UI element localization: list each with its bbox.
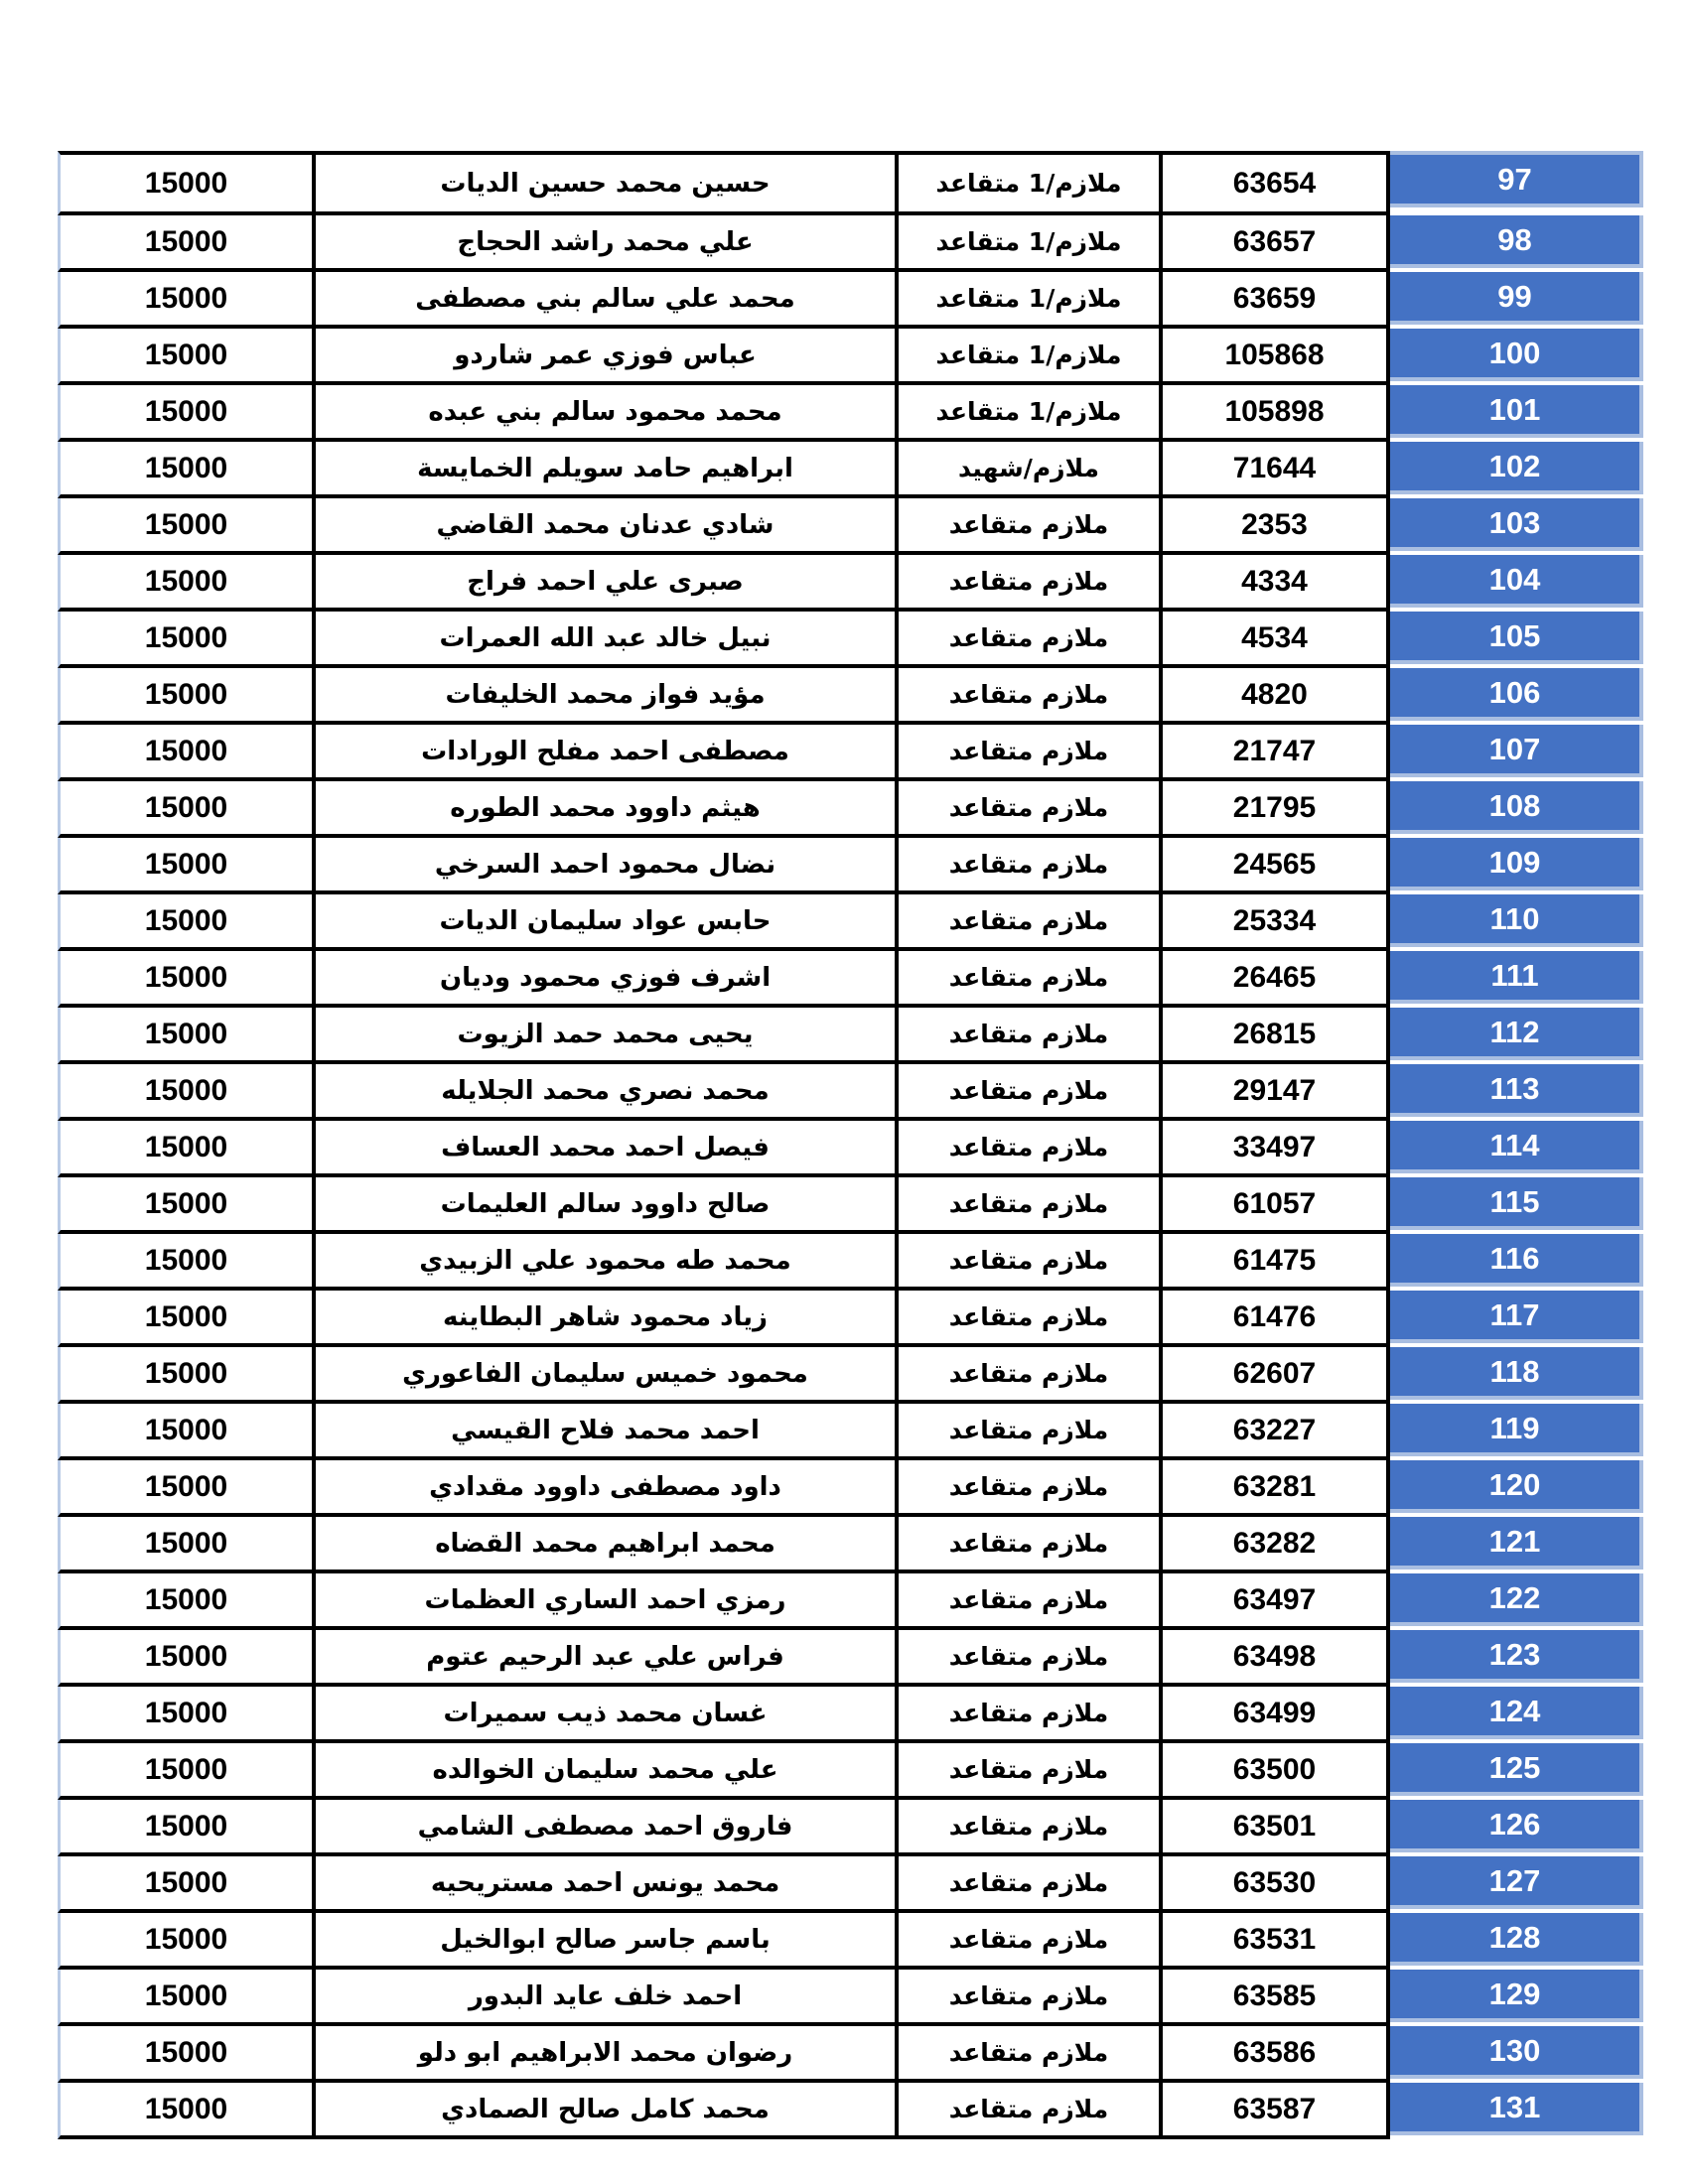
table-row [58, 1630, 1643, 1687]
row-grid-section [58, 329, 1390, 385]
military-number-cell: 71644 [1163, 442, 1390, 494]
military-number-cell: 26815 [1163, 1008, 1390, 1060]
row-grid-section [58, 1573, 1390, 1630]
amount-cell: 15000 [61, 1913, 316, 1966]
table-row [58, 151, 1643, 215]
amount-cell: 15000 [61, 272, 316, 325]
row-index-cell: 106 [1390, 668, 1643, 721]
rank-cell: ملازم متقاعد [899, 838, 1163, 890]
rank-cell: ملازم متقاعد [899, 1970, 1163, 2022]
military-number-cell: 2353 [1163, 498, 1390, 551]
name-cell: محمد طه محمود علي الزبيدي [316, 1234, 899, 1287]
row-index-cell: 108 [1390, 781, 1643, 834]
rank-cell: ملازم متقاعد [899, 1177, 1163, 1230]
table-row [58, 725, 1643, 781]
military-number-cell: 21795 [1163, 781, 1390, 834]
row-grid-section [58, 1121, 1390, 1177]
rank-cell: ملازم متقاعد [899, 2083, 1163, 2135]
row-grid-section [58, 1064, 1390, 1121]
name-cell: حسين محمد حسين الديات [316, 155, 899, 211]
name-cell: حابس عواد سليمان الديات [316, 894, 899, 947]
rank-cell: ملازم متقاعد [899, 1743, 1163, 1796]
amount-cell: 15000 [61, 951, 316, 1004]
row-index-cell: 111 [1390, 951, 1643, 1004]
row-index-cell: 105 [1390, 612, 1643, 664]
military-number-cell: 63501 [1163, 1800, 1390, 1852]
row-index-cell: 100 [1390, 329, 1643, 381]
rank-cell: ملازم متقاعد [899, 1347, 1163, 1400]
row-index-cell: 130 [1390, 2026, 1643, 2079]
row-grid-section [58, 1347, 1390, 1404]
row-grid-section [58, 1630, 1390, 1687]
row-grid-section [58, 2083, 1390, 2139]
row-index-cell: 112 [1390, 1008, 1643, 1060]
name-cell: محمود خميس سليمان الفاعوري [316, 1347, 899, 1400]
name-cell: داود مصطفى داوود مقدادي [316, 1460, 899, 1513]
rank-cell: ملازم متقاعد [899, 1404, 1163, 1456]
table-row [58, 1460, 1643, 1517]
table-row [58, 1687, 1643, 1743]
rank-cell: ملازم متقاعد [899, 1687, 1163, 1739]
row-index-cell: 127 [1390, 1856, 1643, 1909]
table-row [58, 1517, 1643, 1573]
amount-cell: 15000 [61, 1856, 316, 1909]
row-index-cell: 98 [1390, 215, 1643, 268]
row-index-cell: 124 [1390, 1687, 1643, 1739]
table-row [58, 612, 1643, 668]
amount-cell: 15000 [61, 781, 316, 834]
table-row [58, 215, 1643, 272]
rank-cell: ملازم متقاعد [899, 612, 1163, 664]
row-grid-section [58, 951, 1390, 1008]
table-row [58, 1970, 1643, 2026]
rank-cell: ملازم متقاعد [899, 1517, 1163, 1570]
table-row [58, 1404, 1643, 1460]
military-number-cell: 61475 [1163, 1234, 1390, 1287]
military-number-cell: 33497 [1163, 1121, 1390, 1173]
row-grid-section [58, 894, 1390, 951]
amount-cell: 15000 [61, 1291, 316, 1343]
name-cell: صبرى علي احمد فراج [316, 555, 899, 608]
row-grid-section [58, 1234, 1390, 1291]
row-index-cell: 104 [1390, 555, 1643, 608]
rank-cell: ملازم متقاعد [899, 1008, 1163, 1060]
table-row [58, 1177, 1643, 1234]
name-cell: محمد محمود سالم بني عبده [316, 385, 899, 438]
name-cell: مؤيد فواز محمد الخليفات [316, 668, 899, 721]
name-cell: مصطفى احمد مفلح الورادات [316, 725, 899, 777]
amount-cell: 15000 [61, 1008, 316, 1060]
amount-cell: 15000 [61, 1970, 316, 2022]
amount-cell: 15000 [61, 1743, 316, 1796]
row-grid-section [58, 1970, 1390, 2026]
table-row [58, 1800, 1643, 1856]
military-number-cell: 63531 [1163, 1913, 1390, 1966]
roster-table [58, 151, 1643, 2139]
row-grid-section [58, 725, 1390, 781]
military-number-cell: 63586 [1163, 2026, 1390, 2079]
row-grid-section [58, 1008, 1390, 1064]
military-number-cell: 63227 [1163, 1404, 1390, 1456]
name-cell: فيصل احمد محمد العساف [316, 1121, 899, 1173]
row-grid-section [58, 612, 1390, 668]
row-index-cell: 113 [1390, 1064, 1643, 1117]
military-number-cell: 63498 [1163, 1630, 1390, 1683]
amount-cell: 15000 [61, 1347, 316, 1400]
row-grid-section [58, 1856, 1390, 1913]
military-number-cell: 62607 [1163, 1347, 1390, 1400]
military-number-cell: 63281 [1163, 1460, 1390, 1513]
name-cell: محمد يونس احمد مستريحيه [316, 1856, 899, 1909]
row-index-cell: 109 [1390, 838, 1643, 890]
name-cell: رمزي احمد الساري العظمات [316, 1573, 899, 1626]
name-cell: محمد نصري محمد الجلايله [316, 1064, 899, 1117]
rank-cell: ملازم متقاعد [899, 781, 1163, 834]
row-grid-section [58, 215, 1390, 272]
military-number-cell: 4334 [1163, 555, 1390, 608]
amount-cell: 15000 [61, 1687, 316, 1739]
military-number-cell: 63654 [1163, 155, 1390, 211]
table-row [58, 1234, 1643, 1291]
rank-cell: ملازم/شهيد [899, 442, 1163, 494]
name-cell: احمد محمد فلاح القيسي [316, 1404, 899, 1456]
table-row [58, 385, 1643, 442]
name-cell: نضال محمود احمد السرخي [316, 838, 899, 890]
row-grid-section [58, 385, 1390, 442]
amount-cell: 15000 [61, 155, 316, 211]
row-grid-section [58, 442, 1390, 498]
military-number-cell: 61057 [1163, 1177, 1390, 1230]
amount-cell: 15000 [61, 1234, 316, 1287]
row-index-cell: 116 [1390, 1234, 1643, 1287]
row-grid-section [58, 151, 1390, 215]
row-index-cell: 103 [1390, 498, 1643, 551]
military-number-cell: 63499 [1163, 1687, 1390, 1739]
row-index-cell: 97 [1390, 151, 1643, 207]
row-grid-section [58, 781, 1390, 838]
name-cell: نبيل خالد عبد الله العمرات [316, 612, 899, 664]
name-cell: اشرف فوزي محمود وديان [316, 951, 899, 1004]
name-cell: علي محمد سليمان الخوالده [316, 1743, 899, 1796]
amount-cell: 15000 [61, 329, 316, 381]
amount-cell: 15000 [61, 2026, 316, 2079]
name-cell: هيثم داوود محمد الطوره [316, 781, 899, 834]
row-index-cell: 118 [1390, 1347, 1643, 1400]
rank-cell: ملازم متقاعد [899, 1234, 1163, 1287]
military-number-cell: 105898 [1163, 385, 1390, 438]
name-cell: باسم جاسر صالح ابوالخيل [316, 1913, 899, 1966]
amount-cell: 15000 [61, 555, 316, 608]
table-row [58, 272, 1643, 329]
military-number-cell: 63659 [1163, 272, 1390, 325]
table-row [58, 1121, 1643, 1177]
table-row [58, 1064, 1643, 1121]
rank-cell: ملازم متقاعد [899, 1121, 1163, 1173]
rank-cell: ملازم متقاعد [899, 1460, 1163, 1513]
row-index-cell: 101 [1390, 385, 1643, 438]
military-number-cell: 29147 [1163, 1064, 1390, 1117]
row-index-cell: 122 [1390, 1573, 1643, 1626]
military-number-cell: 21747 [1163, 725, 1390, 777]
military-number-cell: 63587 [1163, 2083, 1390, 2135]
rank-cell: ملازم متقاعد [899, 1800, 1163, 1852]
row-index-cell: 121 [1390, 1517, 1643, 1570]
name-cell: فراس علي عبد الرحيم عتوم [316, 1630, 899, 1683]
table-row [58, 2026, 1643, 2083]
table-row [58, 2083, 1643, 2139]
row-index-cell: 114 [1390, 1121, 1643, 1173]
name-cell: عباس فوزي عمر شاردو [316, 329, 899, 381]
rank-cell: ملازم/1 متقاعد [899, 215, 1163, 268]
row-grid-section [58, 1291, 1390, 1347]
name-cell: علي محمد راشد الحجاج [316, 215, 899, 268]
table-row [58, 498, 1643, 555]
name-cell: محمد كامل صالح الصمادي [316, 2083, 899, 2135]
amount-cell: 15000 [61, 215, 316, 268]
military-number-cell: 63497 [1163, 1573, 1390, 1626]
row-grid-section [58, 1913, 1390, 1970]
military-number-cell: 24565 [1163, 838, 1390, 890]
rank-cell: ملازم متقاعد [899, 498, 1163, 551]
row-grid-section [58, 555, 1390, 612]
table-row [58, 1008, 1643, 1064]
row-grid-section [58, 1800, 1390, 1856]
row-index-cell: 125 [1390, 1743, 1643, 1796]
table-row [58, 668, 1643, 725]
military-number-cell: 61476 [1163, 1291, 1390, 1343]
amount-cell: 15000 [61, 1064, 316, 1117]
table-row [58, 781, 1643, 838]
row-grid-section [58, 1517, 1390, 1573]
table-row [58, 838, 1643, 894]
row-index-cell: 126 [1390, 1800, 1643, 1852]
row-grid-section [58, 498, 1390, 555]
rank-cell: ملازم متقاعد [899, 1913, 1163, 1966]
rank-cell: ملازم متقاعد [899, 1856, 1163, 1909]
amount-cell: 15000 [61, 1177, 316, 1230]
row-index-cell: 129 [1390, 1970, 1643, 2022]
rank-cell: ملازم متقاعد [899, 1064, 1163, 1117]
military-number-cell: 26465 [1163, 951, 1390, 1004]
amount-cell: 15000 [61, 894, 316, 947]
rank-cell: ملازم متقاعد [899, 555, 1163, 608]
table-row [58, 329, 1643, 385]
rank-cell: ملازم/1 متقاعد [899, 155, 1163, 211]
row-index-cell: 99 [1390, 272, 1643, 325]
rank-cell: ملازم متقاعد [899, 1291, 1163, 1343]
row-index-cell: 117 [1390, 1291, 1643, 1343]
table-row [58, 951, 1643, 1008]
amount-cell: 15000 [61, 1800, 316, 1852]
name-cell: صالح داوود سالم العليمات [316, 1177, 899, 1230]
name-cell: فاروق احمد مصطفى الشامي [316, 1800, 899, 1852]
row-index-cell: 120 [1390, 1460, 1643, 1513]
military-number-cell: 63657 [1163, 215, 1390, 268]
row-grid-section [58, 2026, 1390, 2083]
row-index-cell: 107 [1390, 725, 1643, 777]
name-cell: رضوان محمد الابراهيم ابو دلو [316, 2026, 899, 2079]
amount-cell: 15000 [61, 838, 316, 890]
rank-cell: ملازم/1 متقاعد [899, 329, 1163, 381]
row-grid-section [58, 1404, 1390, 1460]
amount-cell: 15000 [61, 1630, 316, 1683]
rank-cell: ملازم متقاعد [899, 894, 1163, 947]
row-grid-section [58, 1460, 1390, 1517]
amount-cell: 15000 [61, 612, 316, 664]
rank-cell: ملازم/1 متقاعد [899, 272, 1163, 325]
table-row [58, 1573, 1643, 1630]
amount-cell: 15000 [61, 1573, 316, 1626]
military-number-cell: 105868 [1163, 329, 1390, 381]
amount-cell: 15000 [61, 725, 316, 777]
table-row [58, 442, 1643, 498]
amount-cell: 15000 [61, 1460, 316, 1513]
military-number-cell: 63585 [1163, 1970, 1390, 2022]
row-index-cell: 128 [1390, 1913, 1643, 1966]
military-number-cell: 63500 [1163, 1743, 1390, 1796]
name-cell: محمد ابراهيم محمد القضاه [316, 1517, 899, 1570]
row-grid-section [58, 1743, 1390, 1800]
rank-cell: ملازم متقاعد [899, 1630, 1163, 1683]
amount-cell: 15000 [61, 385, 316, 438]
roster-table-body [58, 151, 1643, 2139]
name-cell: ابراهيم حامد سويلم الخمايسة [316, 442, 899, 494]
military-number-cell: 4820 [1163, 668, 1390, 721]
row-index-cell: 110 [1390, 894, 1643, 947]
military-number-cell: 63282 [1163, 1517, 1390, 1570]
name-cell: احمد خلف عايد البدور [316, 1970, 899, 2022]
table-row [58, 1743, 1643, 1800]
name-cell: يحيى محمد حمد الزيوت [316, 1008, 899, 1060]
military-number-cell: 63530 [1163, 1856, 1390, 1909]
row-index-cell: 115 [1390, 1177, 1643, 1230]
row-grid-section [58, 838, 1390, 894]
rank-cell: ملازم متقاعد [899, 725, 1163, 777]
amount-cell: 15000 [61, 1121, 316, 1173]
row-index-cell: 119 [1390, 1404, 1643, 1456]
name-cell: زياد محمود شاهر البطاينه [316, 1291, 899, 1343]
table-row [58, 1291, 1643, 1347]
row-grid-section [58, 1177, 1390, 1234]
amount-cell: 15000 [61, 2083, 316, 2135]
name-cell: شادي عدنان محمد القاضي [316, 498, 899, 551]
table-row [58, 1913, 1643, 1970]
row-grid-section [58, 668, 1390, 725]
name-cell: غسان محمد ذيب سميرات [316, 1687, 899, 1739]
amount-cell: 15000 [61, 668, 316, 721]
rank-cell: ملازم متقاعد [899, 1573, 1163, 1626]
military-number-cell: 4534 [1163, 612, 1390, 664]
table-row [58, 555, 1643, 612]
row-grid-section [58, 272, 1390, 329]
row-grid-section [58, 1687, 1390, 1743]
rank-cell: ملازم متقاعد [899, 2026, 1163, 2079]
table-row [58, 1347, 1643, 1404]
rank-cell: ملازم متقاعد [899, 951, 1163, 1004]
rank-cell: ملازم متقاعد [899, 668, 1163, 721]
amount-cell: 15000 [61, 442, 316, 494]
row-index-cell: 102 [1390, 442, 1643, 494]
row-index-cell: 131 [1390, 2083, 1643, 2135]
table-row [58, 894, 1643, 951]
name-cell: محمد علي سالم بني مصطفى [316, 272, 899, 325]
amount-cell: 15000 [61, 1404, 316, 1456]
row-index-cell: 123 [1390, 1630, 1643, 1683]
rank-cell: ملازم/1 متقاعد [899, 385, 1163, 438]
amount-cell: 15000 [61, 1517, 316, 1570]
amount-cell: 15000 [61, 498, 316, 551]
table-row [58, 1856, 1643, 1913]
military-number-cell: 25334 [1163, 894, 1390, 947]
